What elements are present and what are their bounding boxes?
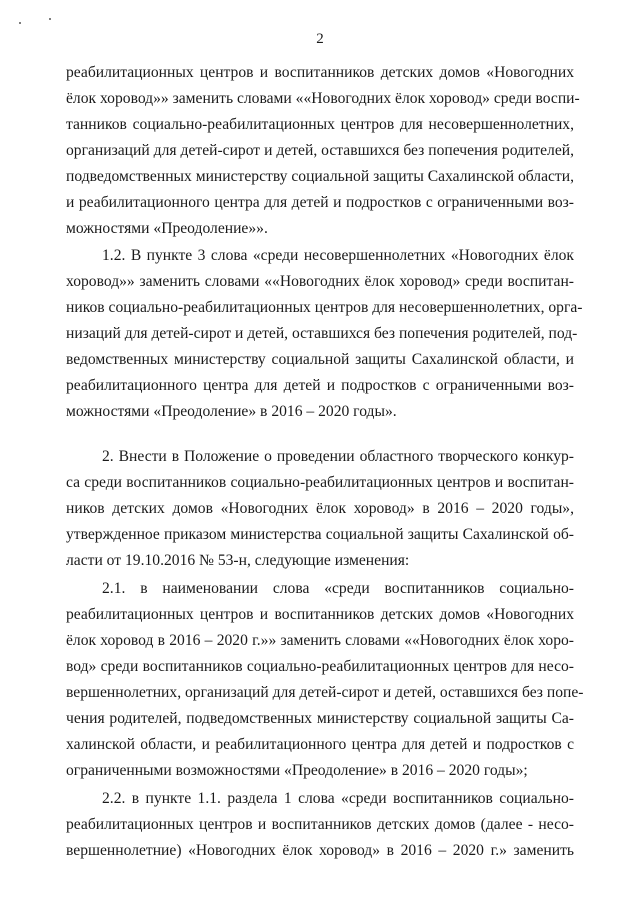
text-line: хоровод»» заменить словами ««Новогодних ёлок хоровод» среди воспитан- <box>66 273 574 290</box>
text-line: организаций для детей-сирот и детей, оставшихся без попечения родителей, <box>66 142 574 159</box>
scan-speck <box>49 18 51 20</box>
text-line: ласти от 19.10.2016 № 53-н, следующие изменения: <box>66 552 410 569</box>
text-line: вершеннолетних, организаций для детей-сирот и детей, оставшихся без попе- <box>66 684 584 701</box>
text-line: халинской области, и реабилитационного центра для детей и подростков с <box>66 736 574 753</box>
text-line: реабилитационных центров и воспитанников детских домов (далее - несо- <box>66 816 574 833</box>
text-line: ников социально-реабилитационных центров для несовершеннолетних, орга- <box>66 299 583 316</box>
text-line: можностями «Преодоление»». <box>66 220 268 237</box>
text-line: са среди воспитанников социально-реабилитационных центров и воспитан- <box>66 474 574 491</box>
paragraph-first-line: 1.2. В пункте 3 слова «среди несовершеннолетних «Новогодних ёлок <box>102 247 574 264</box>
paragraph-first-line: 2. Внести в Положение о проведении областного творческого конкур- <box>102 448 574 465</box>
text-line: танников социально-реабилитационных центров для несовершеннолетних, <box>66 116 574 133</box>
paragraph-first-line: 2.1. в наименовании слова «среди воспитанников социально- <box>102 580 574 597</box>
text-line: вершеннолетние) «Новогодних ёлок хоровод» в 2016 – 2020 г.» заменить <box>66 842 574 859</box>
text-line: реабилитационных центров и воспитанников детских домов «Новогодних <box>66 606 574 623</box>
text-line: реабилитационного центра для детей и подростков с ограниченными воз- <box>66 377 574 394</box>
text-line: утвержденное приказом министерства социальной защиты Сахалинской об- <box>66 526 574 543</box>
text-line: можностями «Преодоление» в 2016 – 2020 годы». <box>66 403 397 420</box>
text-line: реабилитационных центров и воспитанников детских домов «Новогодних <box>66 64 574 81</box>
text-line: подведомственных министерству социальной защиты Сахалинской области, <box>66 168 574 185</box>
page-number: 2 <box>316 31 324 47</box>
text-line: вод» среди воспитанников социально-реабилитационных центров для несо- <box>66 658 574 675</box>
text-line: чения родителей, подведомственных министерству социальной защиты Са- <box>66 710 574 727</box>
text-line: и реабилитационного центра для детей и подростков с ограниченными воз- <box>66 194 574 211</box>
text-line: низаций для детей-сирот и детей, оставшихся без попечения родителей, под- <box>66 325 578 342</box>
text-line: ников детских домов «Новогодних ёлок хоровод» в 2016 – 2020 годы», <box>66 500 574 517</box>
paragraph-first-line: 2.2. в пункте 1.1. раздела 1 слова «среди воспитанников социально- <box>102 790 574 807</box>
text-line: ведомственных министерству социальной защиты Сахалинской области, и <box>66 351 574 368</box>
text-line: ёлок хоровод»» заменить словами ««Новогодних ёлок хоровод» среди воспи- <box>66 90 580 107</box>
text-line: ёлок хоровод в 2016 – 2020 г.»» заменить словами ««Новогодних ёлок хоро- <box>66 632 574 649</box>
text-line: ограниченными возможностями «Преодоление» в 2016 – 2020 годы»; <box>66 762 528 779</box>
scan-speck <box>19 22 21 24</box>
